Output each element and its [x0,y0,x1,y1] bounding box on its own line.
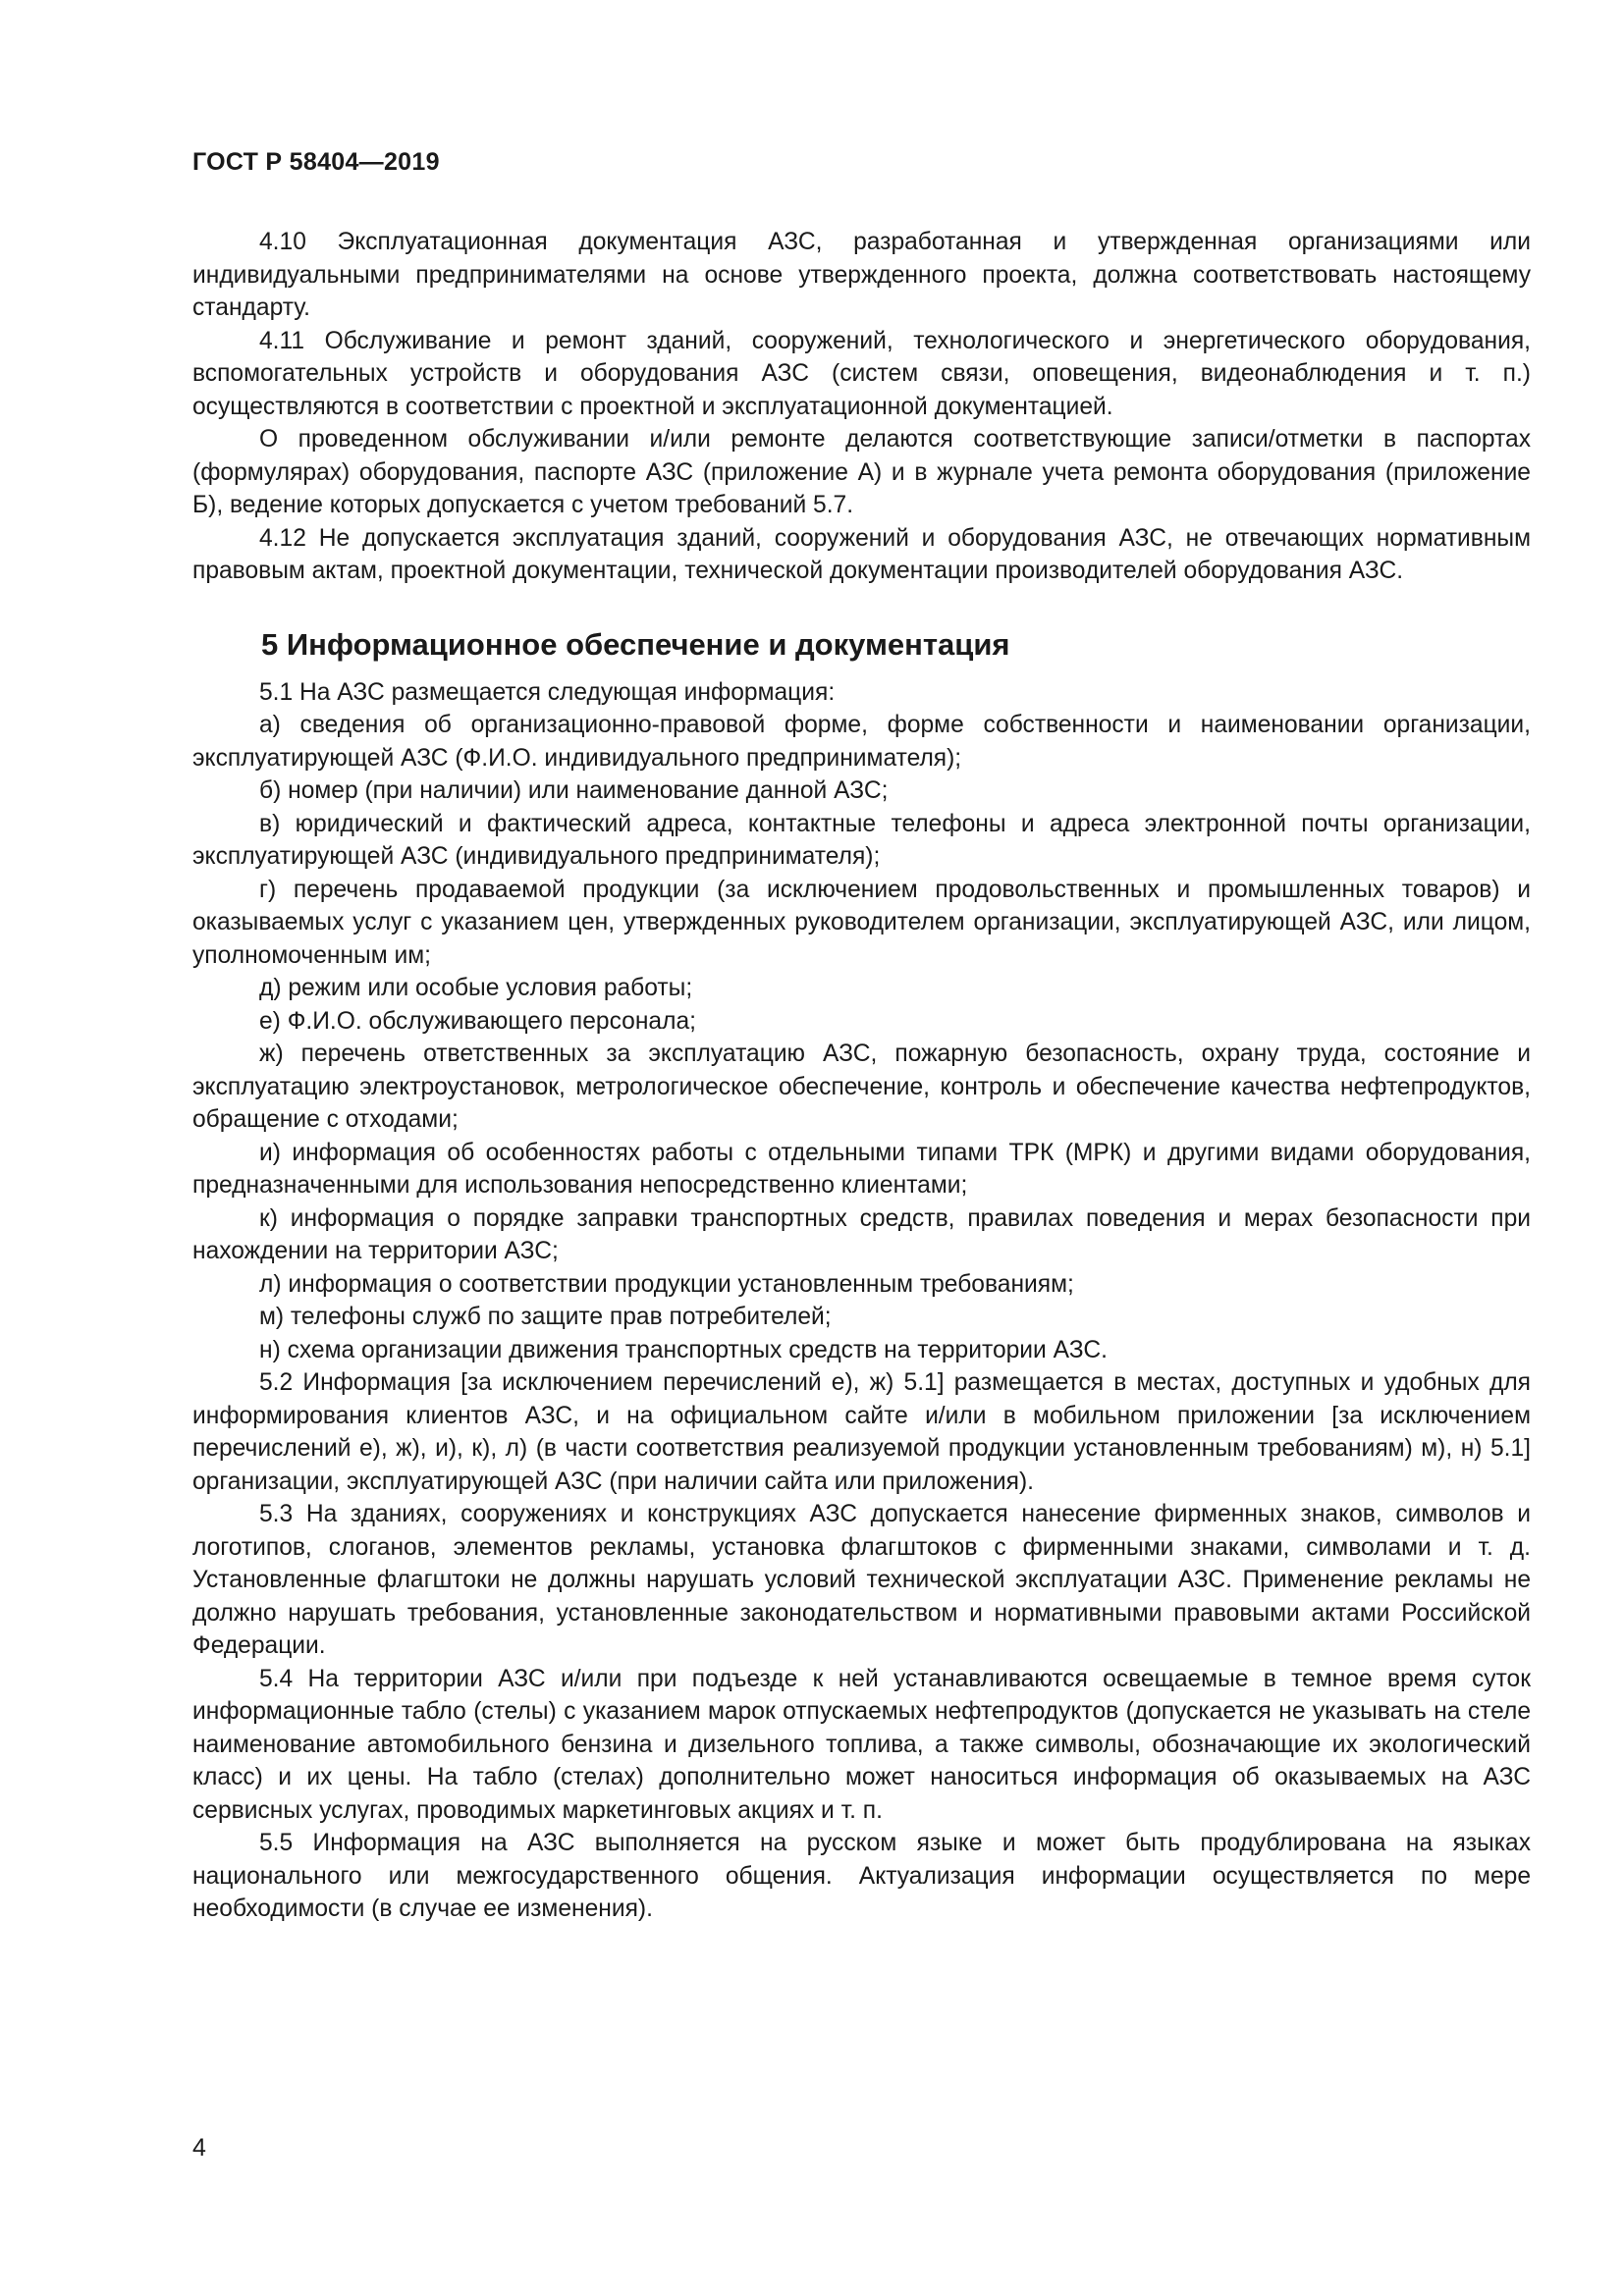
list-item-v: в) юридический и фактический адреса, контактные телефоны и адреса электронной почты организации, эксплуатирующей АЗС (индивидуального предпринимателя); [192,810,1531,870]
paragraph-4-12: 4.12 Не допускается эксплуатация зданий, сооружений и оборудования АЗС, не отвечающих нормативным правовым актам, проектной документации, технической документации производителей оборудования АЗС. [192,524,1531,584]
document-body [192,226,1531,1926]
list-item-k: к) информация о порядке заправки транспортных средств, правилах поведения и мерах безопасности при нахождении на территории АЗС; [192,1204,1531,1264]
paragraph-5-5: 5.5 Информация на АЗС выполняется на русском языке и может быть продублирована на языках национального или межгосударственного общения. Актуализация информации осуществляется по мере необходимости (в случае ее изменения). [192,1830,1531,1922]
list-item-g: г) перечень продаваемой продукции (за исключением продовольственных и промышленных товаров) и оказываемых услуг с указанием цен, утвержденных руководителем организации, эксплуатирующей АЗС, или лицом, уполномоченным им; [192,876,1531,969]
list-item-l: л) информация о соответствии продукции установленным требованиям; [259,1270,1074,1298]
list-item-zh: ж) перечень ответственных за эксплуатацию АЗС, пожарную безопасность, охрану труда, состояние и эксплуатацию электроустановок, метрологическое обеспечение, контроль и обеспечение качества нефтепродуктов, обращение с отходами; [192,1041,1531,1133]
paragraph-5-3: 5.3 На зданиях, сооружениях и конструкциях АЗС допускается нанесение фирменных знаков, символов и логотипов, слоганов, элементов рекламы, установка флагштоков с фирменными знаками, символами и т. д. Установленные флагштоки не должны нарушать условий технической эксплуатации АЗС. Применение рекламы не должно нарушать требования, установленные законодательством и нормативными правовыми актами Российской Федерации. [192,1501,1531,1659]
page-number: 4 [192,2134,206,2162]
section-5 [192,676,1531,1926]
section-5-heading: 5 Информационное обеспечение и документация [261,626,1010,662]
section-4-continuation [192,226,1531,588]
paragraph-5-2: 5.2 Информация [за исключением перечислений е), ж) 5.1] размещается в местах, доступных и удобных для информирования клиентов АЗС, и на официальном сайте и/или в мобильном приложении [за исключением перечислений е), ж), и), к), л) (в части соответствия реализуемой продукции установленным требованиям) м), н) 5.1] организации, эксплуатирующей АЗС (при наличии сайта или приложения). [192,1369,1531,1495]
list-item-b: б) номер (при наличии) или наименование данной АЗС; [259,777,889,804]
paragraph-4-11: 4.11 Обслуживание и ремонт зданий, сооружений, технологического и энергетического оборудования, вспомогательных устройств и оборудования АЗС (систем связи, оповещения, видеонаблюдения и т. п.) осуществляются в соответствии с проектной и эксплуатационной документацией. [192,327,1531,420]
paragraph-5-1: 5.1 На АЗС размещается следующая информация: [259,678,836,706]
paragraph-5-4: 5.4 На территории АЗС и/или при подъезде к ней устанавливаются освещаемые в темное время суток информационные табло (стелы) с указанием марок отпускаемых нефтепродуктов (допускается не указывать на стеле наименование автомобильного бензина и дизельного топлива, а также символы, обозначающие их экологический класс) и их цены. На табло (стелах) дополнительно может наноситься информация об оказываемых на АЗС сервисных услугах, проводимых маркетинговых акциях и т. п. [192,1665,1531,1824]
list-item-m: м) телефоны служб по защите прав потребителей; [259,1304,832,1330]
list-item-n: н) схема организации движения транспортных средств на территории АЗС. [259,1336,1108,1363]
list-item-e: е) Ф.И.О. обслуживающего персонала; [259,1007,696,1035]
paragraph-4-11-note: О проведенном обслуживании и/или ремонте делаются соответствующие записи/отметки в паспортах (формулярах) оборудования, паспорте АЗС (приложение А) и в журнале учета ремонта оборудования (приложение Б), ведение которых допускается с учетом требований 5.7. [192,426,1531,518]
list-item-d: д) режим или особые условия работы; [259,975,693,1001]
standard-header: ГОСТ Р 58404—2019 [192,148,440,176]
list-item-a: а) сведения об организационно-правовой форме, форме собственности и наименовании организации, эксплуатирующей АЗС (Ф.И.О. индивидуального предпринимателя); [192,712,1531,772]
paragraph-4-10: 4.10 Эксплуатационная документация АЗС, разработанная и утвержденная организациями или индивидуальными предпринимателями на основе утвержденного проекта, должна соответствовать настоящему стандарту. [192,229,1531,321]
list-item-i: и) информация об особенностях работы с отдельными типами ТРК (МРК) и другими видами оборудования, предназначенными для использования непосредственно клиентами; [192,1139,1531,1199]
